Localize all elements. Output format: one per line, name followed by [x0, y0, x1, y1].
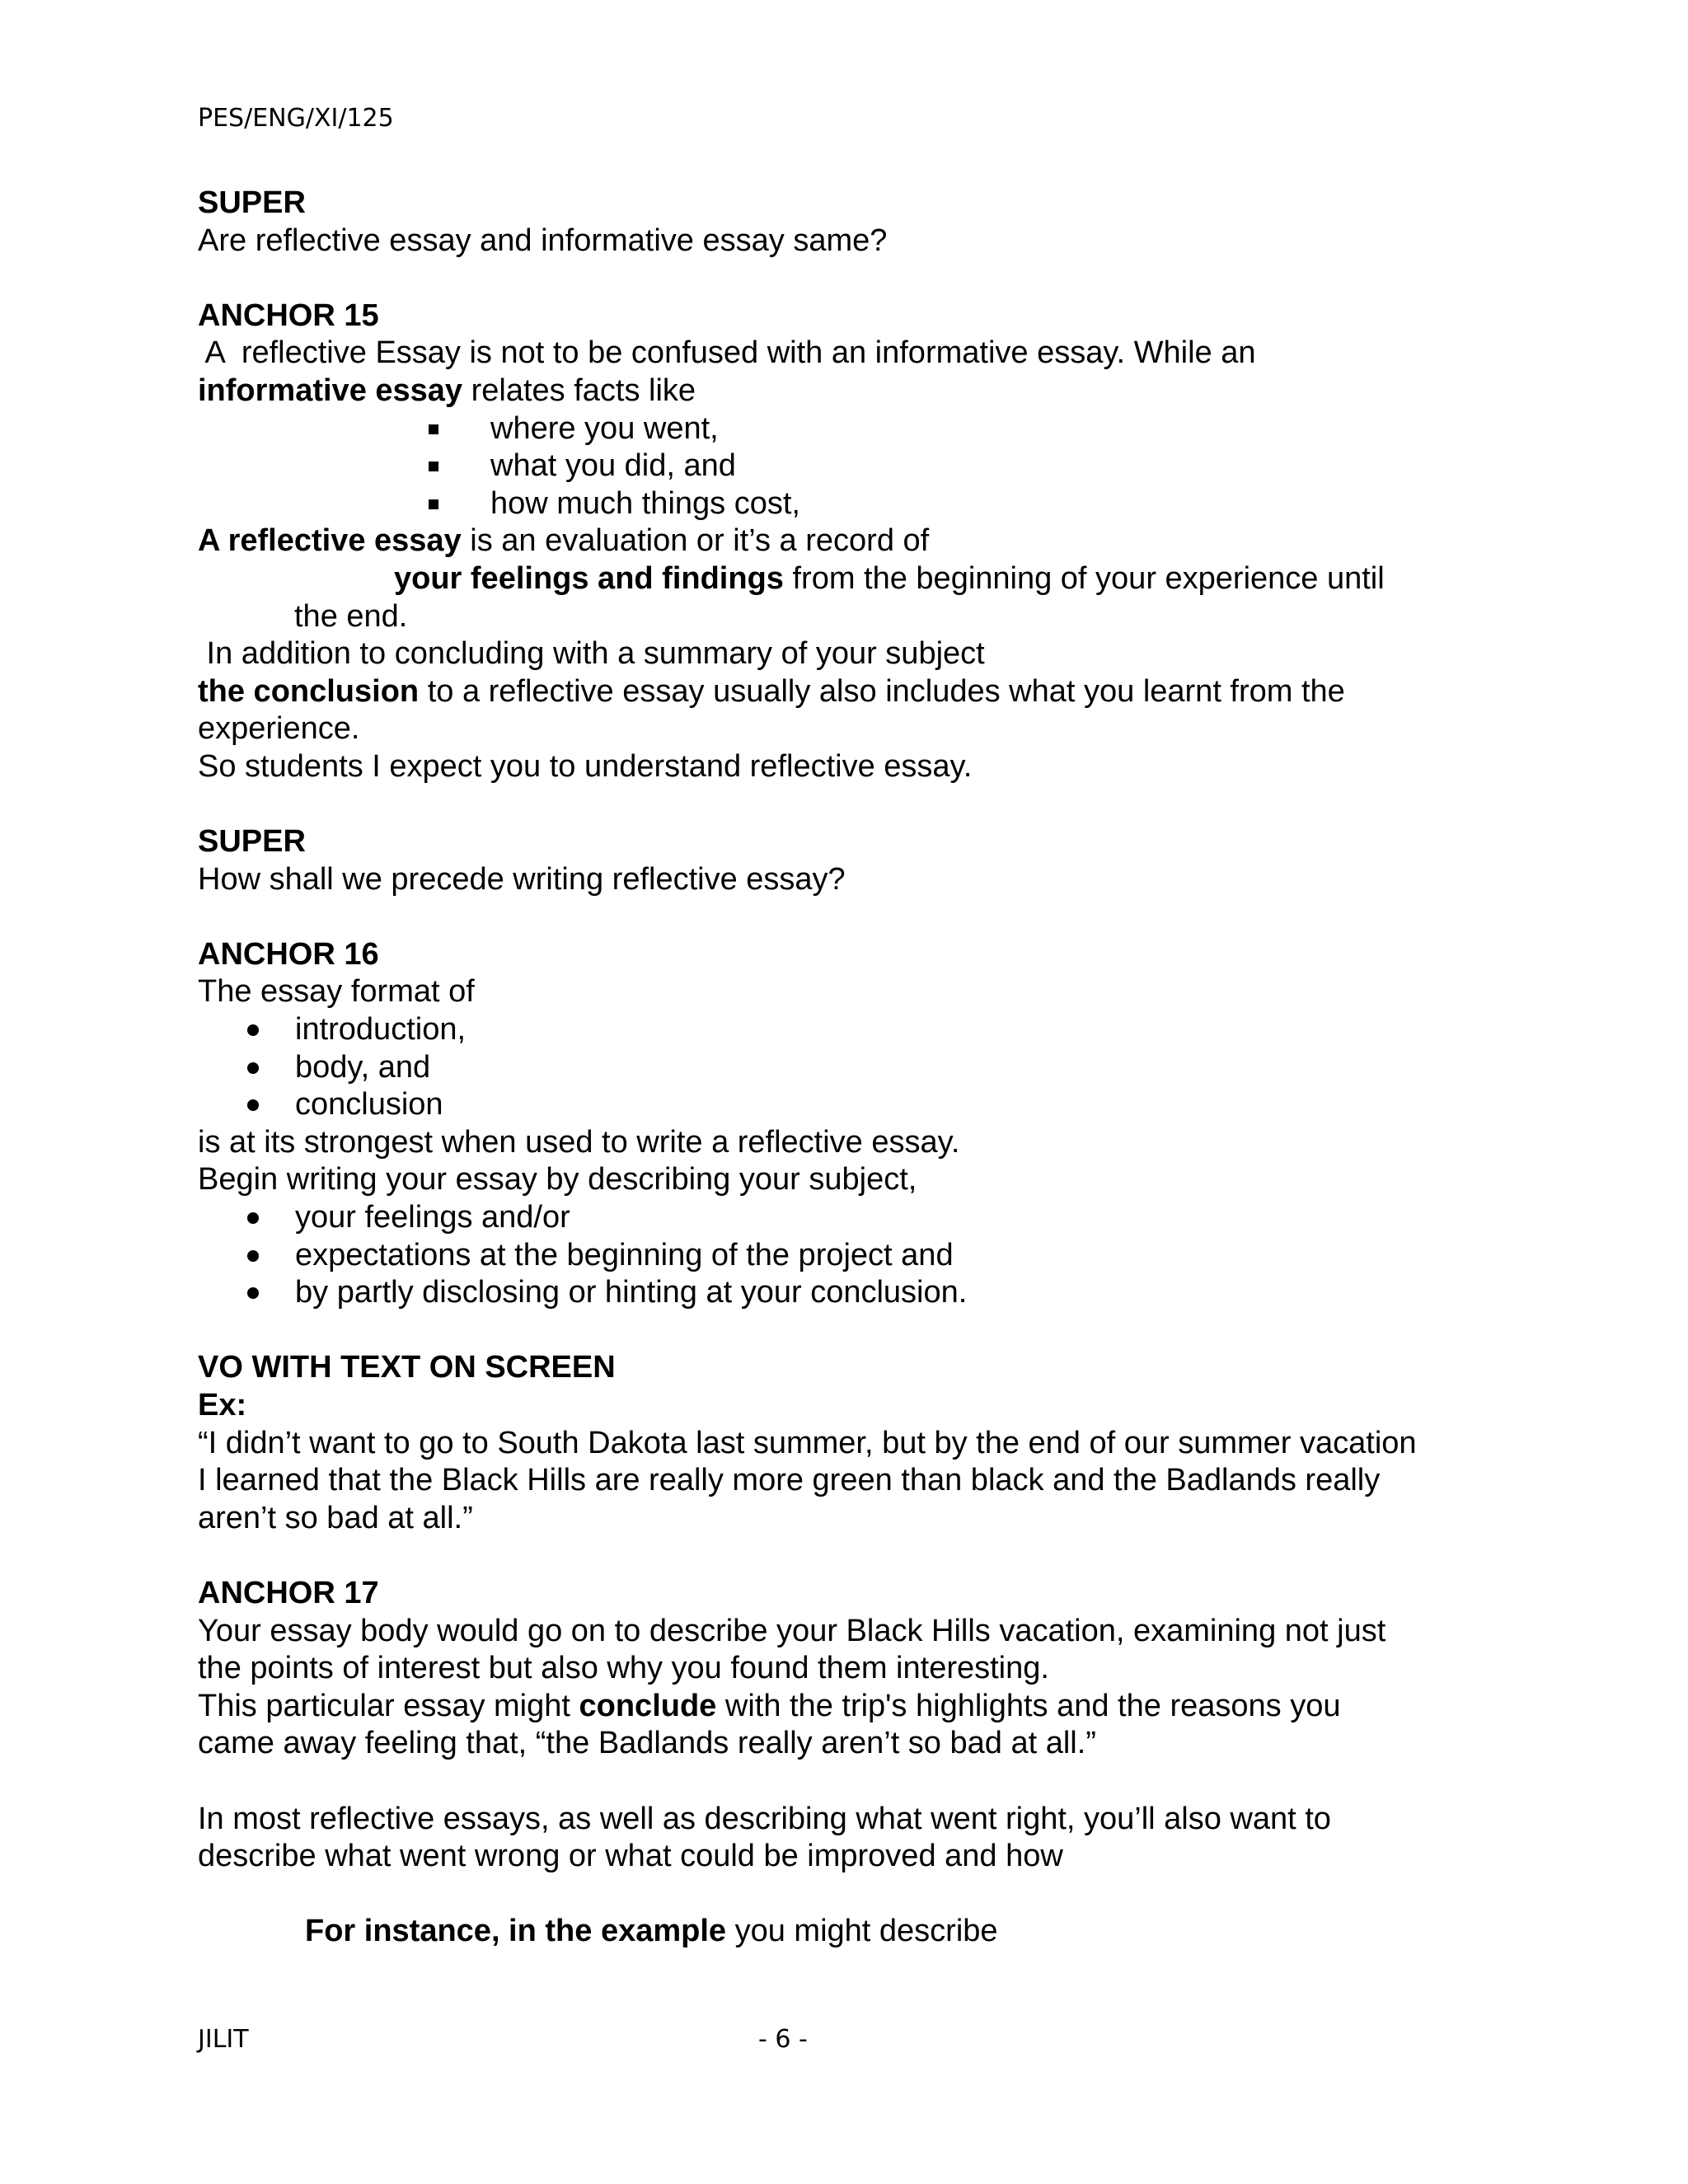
section-heading-anchor-17: ANCHOR 17: [198, 1575, 379, 1610]
square-bullet-icon: [429, 424, 438, 434]
anchor16-intro: The essay format of: [198, 974, 475, 1010]
round-bullet-icon: [247, 1250, 259, 1262]
format-list: [198, 1011, 1533, 1124]
footer-organization: JILIT: [198, 2025, 249, 2054]
quote-line-2: I learned that the Black Hills are really more green than black and the Badlands really: [198, 1463, 1381, 1498]
anchor16-line-b: Begin writing your essay by describing your subject,: [198, 1162, 917, 1197]
list-item: where you went,: [429, 410, 1533, 448]
anchor15-line-4: your feelings and findings from the beginning of your experience until: [394, 560, 1385, 596]
anchor17-line-3: This particular essay might conclude with the trip's highlights and the reasons you: [198, 1688, 1341, 1723]
begin-list: [198, 1199, 1533, 1312]
list-item: your feelings and/or: [247, 1199, 1533, 1237]
anchor17-line-7: For instance, in the example you might describe: [305, 1914, 998, 1949]
super-question-2: How shall we precede writing reflective essay?: [198, 861, 846, 897]
document-body: [198, 185, 1533, 1951]
round-bullet-icon: [247, 1099, 259, 1111]
bold-term-conclusion: the conclusion: [198, 673, 420, 709]
anchor15-line-2: informative essay relates facts like: [198, 373, 696, 408]
list-item: body, and: [247, 1049, 1533, 1087]
round-bullet-icon: [247, 1212, 259, 1224]
anchor15-line-3: A reflective essay is an evaluation or it’s a record of: [198, 523, 930, 559]
anchor15-line-5: the end.: [294, 598, 408, 634]
anchor15-line-6: In addition to concluding with a summary of your subject: [198, 636, 985, 672]
example-label: Ex:: [198, 1388, 247, 1422]
bold-term-conclude: conclude: [579, 1688, 717, 1723]
section-heading-anchor-16: ANCHOR 16: [198, 936, 379, 972]
anchor17-line-6: describe what went wrong or what could be improved and how: [198, 1839, 1063, 1874]
square-bullet-icon: [429, 462, 438, 471]
list-item: by partly disclosing or hinting at your conclusion.: [247, 1274, 1533, 1312]
page-number: - 6 -: [758, 2025, 808, 2054]
round-bullet-icon: [247, 1062, 259, 1074]
document-code: PES/ENG/XI/125: [198, 104, 394, 133]
anchor17-line-4: came away feeling that, “the Badlands really aren’t so bad at all.”: [198, 1726, 1096, 1761]
facts-list: [198, 410, 1533, 523]
list-item: how much things cost,: [429, 485, 1533, 523]
square-bullet-icon: [429, 499, 438, 509]
list-item: what you did, and: [429, 448, 1533, 485]
bold-term-feelings-findings: your feelings and findings: [394, 560, 784, 596]
anchor15-line-7: the conclusion to a reflective essay usually also includes what you learnt from the: [198, 673, 1345, 709]
anchor15-line-1: A reflective Essay is not to be confused with an informative essay. While an: [198, 335, 1256, 371]
list-item: expectations at the beginning of the project and: [247, 1237, 1533, 1275]
anchor16-line-a: is at its strongest when used to write a reflective essay.: [198, 1124, 960, 1160]
round-bullet-icon: [247, 1024, 259, 1036]
anchor15-line-9: So students I expect you to understand reflective essay.: [198, 748, 973, 784]
list-item: introduction,: [247, 1011, 1533, 1049]
round-bullet-icon: [247, 1287, 259, 1299]
bold-term-for-instance: For instance, in the example: [305, 1914, 727, 1949]
anchor15-line-8: experience.: [198, 711, 360, 747]
bold-term-informative-essay: informative essay: [198, 373, 463, 408]
list-item: conclusion: [247, 1086, 1533, 1124]
section-heading-vo-text: VO WITH TEXT ON SCREEN: [198, 1350, 616, 1385]
anchor17-line-5: In most reflective essays, as well as describing what went right, you’ll also want to: [198, 1801, 1331, 1836]
quote-line-3: aren’t so bad at all.”: [198, 1500, 473, 1535]
bold-term-reflective-essay: A reflective essay: [198, 523, 462, 559]
section-heading-anchor-15: ANCHOR 15: [198, 298, 379, 333]
anchor17-line-2: the points of interest but also why you found them interesting.: [198, 1651, 1049, 1686]
super-question-1: Are reflective essay and informative essay same?: [198, 223, 888, 258]
section-heading-super-1: SUPER: [198, 185, 306, 220]
anchor17-line-1: Your essay body would go on to describe your Black Hills vacation, examining not just: [198, 1613, 1386, 1648]
section-heading-super-2: SUPER: [198, 824, 306, 860]
quote-line-1: “I didn’t want to go to South Dakota last summer, but by the end of our summer vacation: [198, 1425, 1417, 1460]
